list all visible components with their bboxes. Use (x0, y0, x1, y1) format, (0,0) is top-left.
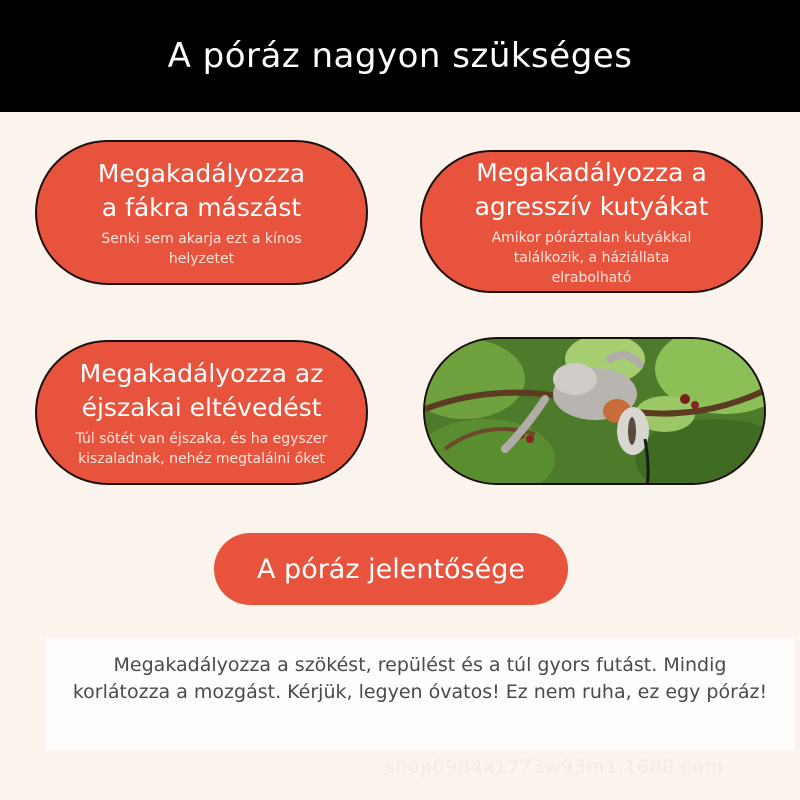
leash-importance-button[interactable] (214, 533, 568, 605)
info-note (45, 638, 795, 750)
card-description: Senki sem akarja ezt a kínos helyzetet (101, 230, 302, 267)
card-description: Túl sötét van éjszaka, és ha egyszer kiszaladnak, nehéz megtalálni őket (75, 430, 328, 467)
card-night-lost (35, 340, 368, 485)
card-title: Megakadályozza a agresszív kutyákat (474, 157, 709, 221)
card-aggressive-dogs (420, 150, 763, 293)
photo-illustration (425, 339, 766, 485)
card-title: Megakadályozza az éjszakai eltévedést (79, 358, 324, 422)
header-banner (0, 0, 800, 112)
cta-label: A póráz jelentősége (257, 553, 525, 585)
card-tree-climbing (35, 140, 368, 285)
card-title: Megakadályozza a fákra mászást (97, 158, 306, 222)
card-description: Amikor póráztalan kutyákkal találkozik, a háziállata elrabolható (491, 229, 692, 286)
page-title: A póráz nagyon szükséges (167, 36, 633, 76)
watermark: shop0984x1773w93m1.1688.com (385, 756, 724, 778)
sugar-glider-photo (423, 337, 766, 485)
note-text: Megakadályozza a szökést, repülést és a túl gyors futást. Mindig korlátozza a mozgást. Kérjük, legyen óvatos! Ez nem ruha, ez egy póráz! (72, 654, 768, 703)
